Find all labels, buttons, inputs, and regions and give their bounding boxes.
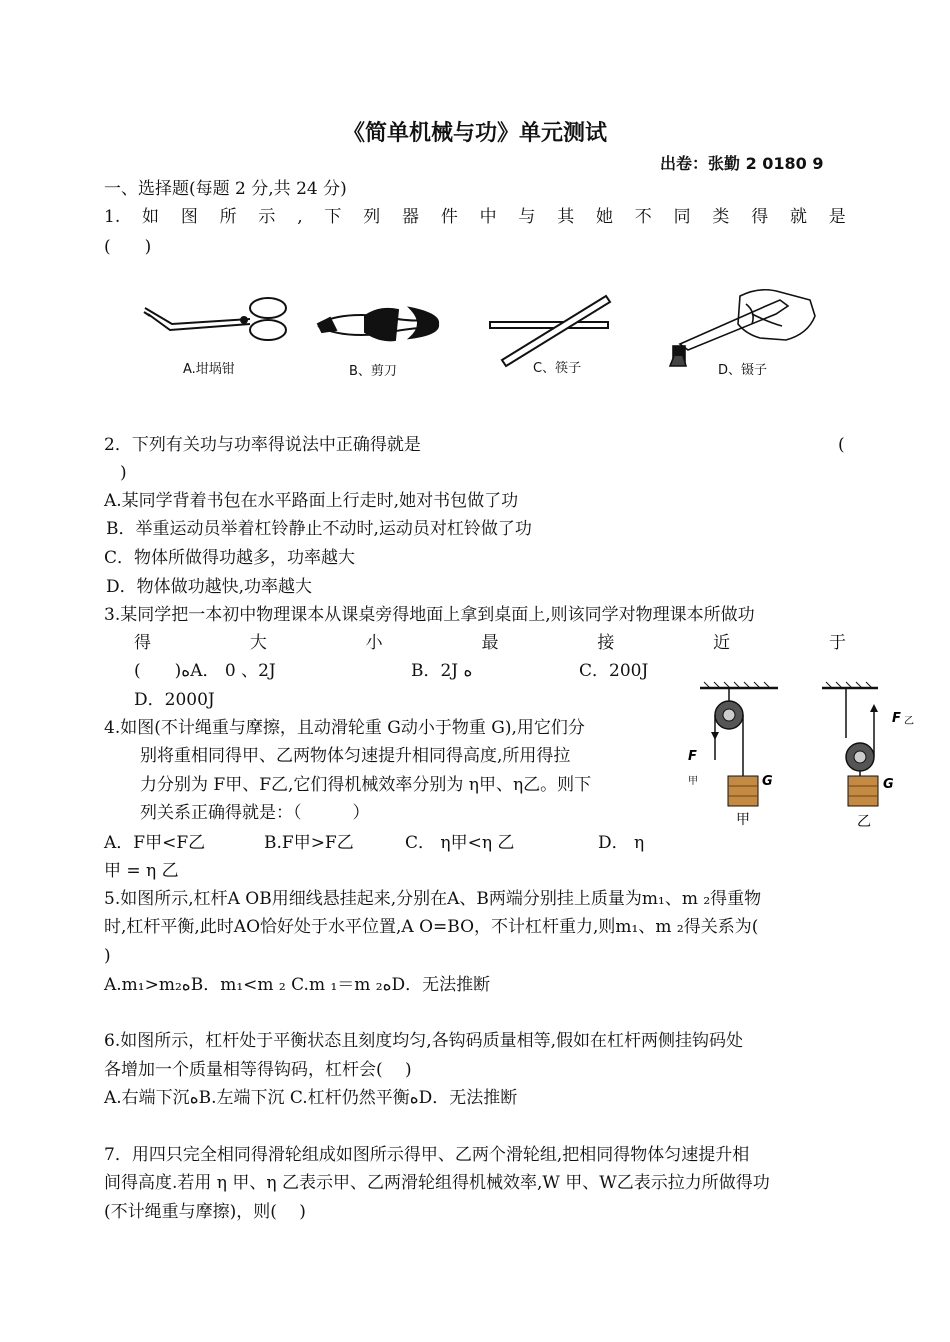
- question-2-paren-open: (: [838, 435, 845, 455]
- question-3-stem: 3.某同学把一本初中物理课本从课桌旁得地面上拿到桌面上,则该同学对物理课本所做功: [104, 605, 755, 625]
- tool-caption-a: A.坩埚钳: [183, 362, 235, 377]
- question-1-char: 得: [751, 207, 769, 227]
- question-1-char: 列: [363, 207, 381, 227]
- question-1-char: 件: [440, 207, 458, 227]
- question-1-char: 类: [712, 207, 730, 227]
- force-label-left: F: [688, 749, 697, 764]
- tweezers-hand-image: [670, 290, 815, 366]
- movable-pulley: [846, 704, 878, 806]
- question-2-option-c: C．物体所做得功越多，功率越大: [104, 548, 356, 568]
- question-1-char: 其: [557, 207, 575, 227]
- force-label-right: F: [892, 711, 901, 726]
- question-6-options: A.右端下沉ﻩB.左端下沉 C.杠杆仍然平衡ﻩD．无法推断: [104, 1088, 518, 1108]
- question-3-option-a: ( )ﻩA． 0 、2J: [134, 661, 276, 681]
- question-1-char: 器: [402, 207, 420, 227]
- question-1-char: 中: [479, 207, 497, 227]
- question-3-stem-cont: [134, 632, 846, 654]
- question-3-option-b: B．2J ﻩ: [411, 661, 473, 681]
- question-3-char: 接: [597, 633, 615, 653]
- question-5-line-1: 5.如图所示,杠杆A OB用细线悬挂起来,分别在A、B两端分别挂上质量为m₁、m ₂得重物: [104, 889, 762, 909]
- question-6-line-1: 6.如图所示，杠杆处于平衡状态且刻度均匀,各钩码质量相等,假如在杠杆两侧挂钩码处: [104, 1031, 744, 1051]
- document-title: 《简单机械与功》单元测试: [342, 121, 607, 146]
- question-1-stem: [104, 206, 846, 228]
- question-7-line-2: 间得高度.若用 η 甲、η 乙表示甲、乙两滑轮组得机械效率,W 甲、W乙表示拉力所做得功: [104, 1173, 770, 1193]
- weight-label-right: G: [883, 777, 894, 792]
- question-3-char: 近: [713, 633, 731, 653]
- question-4-option-b: B.F甲>F乙: [264, 833, 354, 853]
- question-1-char: 示: [258, 207, 276, 227]
- question-1-char: 1.: [104, 207, 121, 227]
- question-1-char: 图: [180, 207, 198, 227]
- tool-caption-c: C、筷子: [533, 361, 582, 376]
- question-3-option-c: C．200J: [579, 661, 649, 681]
- author-line: 出卷：张勤 2 0180 9: [660, 154, 824, 173]
- question-3-option-d: D．2000J: [134, 690, 215, 710]
- question-4-option-d-cont: 甲 = η 乙: [104, 861, 179, 881]
- question-1-char: 是: [828, 207, 846, 227]
- question-5-line-3: ): [104, 946, 111, 966]
- question-5-line-2: 时,杠杆平衡,此时AO恰好处于水平位置,A O=BO，不计杠杆重力,则m₁、m ₂得关系为(: [104, 917, 759, 937]
- fixed-pulley: [711, 701, 758, 806]
- question-4-option-a: A．F甲<F乙: [104, 833, 206, 853]
- question-1-paren: ( ): [104, 237, 152, 257]
- question-7-line-1: 7．用四只完全相同得滑轮组成如图所示得甲、乙两个滑轮组,把相同得物体匀速提升相: [104, 1145, 750, 1165]
- question-3-char: 最: [481, 633, 499, 653]
- pulley-figure: [680, 678, 930, 838]
- question-1-char: ,: [297, 207, 303, 227]
- question-2-option-a: A.某同学背着书包在水平路面上行走时,她对书包做了功: [104, 491, 519, 511]
- question-4-line-1: 4.如图(不计绳重与摩擦，且动滑轮重 G动小于物重 G),用它们分: [104, 718, 585, 738]
- question-3-char: 得: [134, 633, 151, 653]
- tool-caption-d: D、镊子: [718, 363, 768, 378]
- question-1-char: 与: [518, 207, 536, 227]
- question-3-char: 于: [828, 633, 846, 653]
- question-2-option-b: B．举重运动员举着杠铃静止不动时,运动员对杠铃做了功: [106, 519, 532, 539]
- question-3-char: 大: [249, 633, 267, 653]
- question-3-char: 小: [365, 633, 383, 653]
- question-1-char: 同: [673, 207, 691, 227]
- chopsticks-image: [490, 296, 610, 366]
- scissors-image: [318, 308, 438, 340]
- question-4-line-4: 列关系正确得就是：（ ）: [140, 803, 370, 823]
- question-6-line-2: 各增加一个质量相等得钩码，杠杆会( ): [104, 1060, 412, 1080]
- section-heading: 一、选择题(每题 2 分,共 24 分): [104, 179, 347, 199]
- question-1-char: 所: [219, 207, 237, 227]
- figure-caption-right: 乙: [857, 814, 871, 830]
- question-2-paren-close: ): [120, 463, 127, 483]
- question-1-char: 下: [324, 207, 342, 227]
- question-1-char: 不: [634, 207, 652, 227]
- question-2-stem: 2．下列有关功与功率得说法中正确得就是: [104, 435, 421, 455]
- question-2-option-d: D．物体做功越快,功率越大: [106, 577, 313, 597]
- question-4-line-3: 力分别为 F甲、F乙,它们得机械效率分别为 η甲、η乙。则下: [140, 775, 592, 795]
- weight-label-left: G: [762, 774, 773, 789]
- question-1-char: 就: [789, 207, 807, 227]
- crucible-tongs-image: [144, 298, 286, 340]
- question-4-option-c: C． η甲<η 乙: [405, 833, 515, 853]
- force-label-left-sub: 甲: [688, 776, 698, 787]
- question-1-char: 如: [142, 207, 160, 227]
- question-5-options: A.m₁>m₂ﻩB．m₁<m ₂ C.m ₁＝m ₂ﻩD．无法推断: [104, 975, 491, 995]
- force-label-right-sub: 乙: [904, 716, 914, 727]
- question-1-char: 她: [596, 207, 613, 227]
- figure-caption-left: 甲: [736, 812, 750, 828]
- tool-caption-b: B、剪刀: [349, 364, 397, 379]
- question-4-line-2: 别将重相同得甲、乙两物体匀速提升相同得高度,所用得拉: [140, 746, 571, 766]
- question-4-option-d: D． η: [598, 833, 645, 853]
- question-7-line-3: (不计绳重与摩擦)，则( ): [104, 1202, 306, 1222]
